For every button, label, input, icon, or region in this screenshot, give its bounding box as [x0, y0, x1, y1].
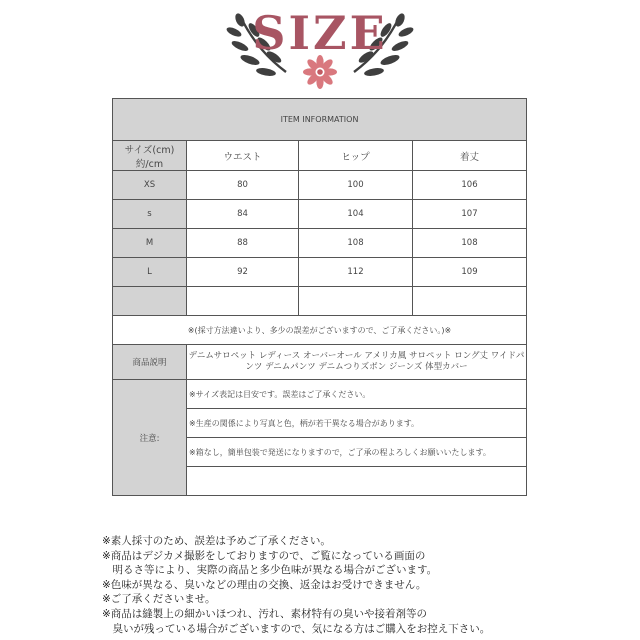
size-label: M — [113, 229, 187, 258]
column-header-waist: ウエスト — [187, 141, 299, 171]
measure-note: ※(採寸方法違いより、多少の誤差がございますので、ご了承ください。)※ — [113, 316, 527, 345]
waist-value: 92 — [187, 258, 299, 287]
hip-value: 104 — [299, 200, 413, 229]
length-value: 108 — [413, 229, 527, 258]
footer-notes — [102, 534, 532, 636]
size-label: s — [113, 200, 187, 229]
column-header-length: 着丈 — [413, 141, 527, 171]
caution-item: ※生産の関係により写真と色，柄が若干異なる場合があります。 — [187, 409, 527, 438]
hip-value: 108 — [299, 229, 413, 258]
hip-value: 112 — [299, 258, 413, 287]
size-label: XS — [113, 171, 187, 200]
caution-item — [187, 467, 527, 496]
product-description: デニムサロペット レディース オーバーオール アメリカ風 サロペット ロング丈 ワイドパンツ デニムパンツ デニムつりズボン ジーンズ 体型カバー — [187, 345, 527, 380]
page-title: SIZE — [252, 6, 388, 60]
table-row — [113, 229, 527, 258]
waist-value: 80 — [187, 171, 299, 200]
length-value: 109 — [413, 258, 527, 287]
footer-note-line: ※ご了承くださいませ。 — [102, 593, 216, 606]
hip-value: 100 — [299, 171, 413, 200]
length-value: 106 — [413, 171, 527, 200]
corner-label: サイズ(cm)約/cm — [113, 141, 187, 171]
table-heading: ITEM INFORMATION — [113, 99, 527, 141]
footer-note-line: ※色味が異なる、臭いなどの理由の交換、返金はお受けできません。 — [102, 578, 427, 591]
caution-item: ※サイズ表記は目安です。誤差はご了承ください。 — [187, 380, 527, 409]
footer-note-line: 臭いが残っている場合がございますので、気になる方はご購入をお控え下さい。 — [102, 622, 491, 635]
column-header-hip: ヒップ — [299, 141, 413, 171]
description-label: 商品説明 — [113, 345, 187, 380]
table-row — [113, 258, 527, 287]
table-row-empty — [113, 287, 527, 316]
waist-value: 88 — [187, 229, 299, 258]
waist-value: 84 — [187, 200, 299, 229]
caution-label: 注意: — [113, 380, 187, 496]
footer-note-line: 明るさ等により、実際の商品と多少色味が異なる場合がございます。 — [102, 564, 438, 577]
table-row — [113, 171, 527, 200]
size-table — [112, 98, 527, 496]
footer-note-line: ※素人採寸のため、誤差は予めご了承ください。 — [102, 535, 331, 547]
footer-note-line: ※商品は縫製上の細かいほつれ、汚れ、素材特有の臭いや接着剤等の — [102, 607, 428, 620]
length-value: 107 — [413, 200, 527, 229]
header — [0, 0, 640, 92]
caution-item: ※箱なし，簡単包装で発送になりますので，ご了承の程よろしくお願いいたします。 — [187, 438, 527, 467]
table-row — [113, 200, 527, 229]
footer-note-line: ※商品はデジカメ撮影をしておりますので、ご覧になっている画面の — [102, 549, 426, 562]
size-label: L — [113, 258, 187, 287]
